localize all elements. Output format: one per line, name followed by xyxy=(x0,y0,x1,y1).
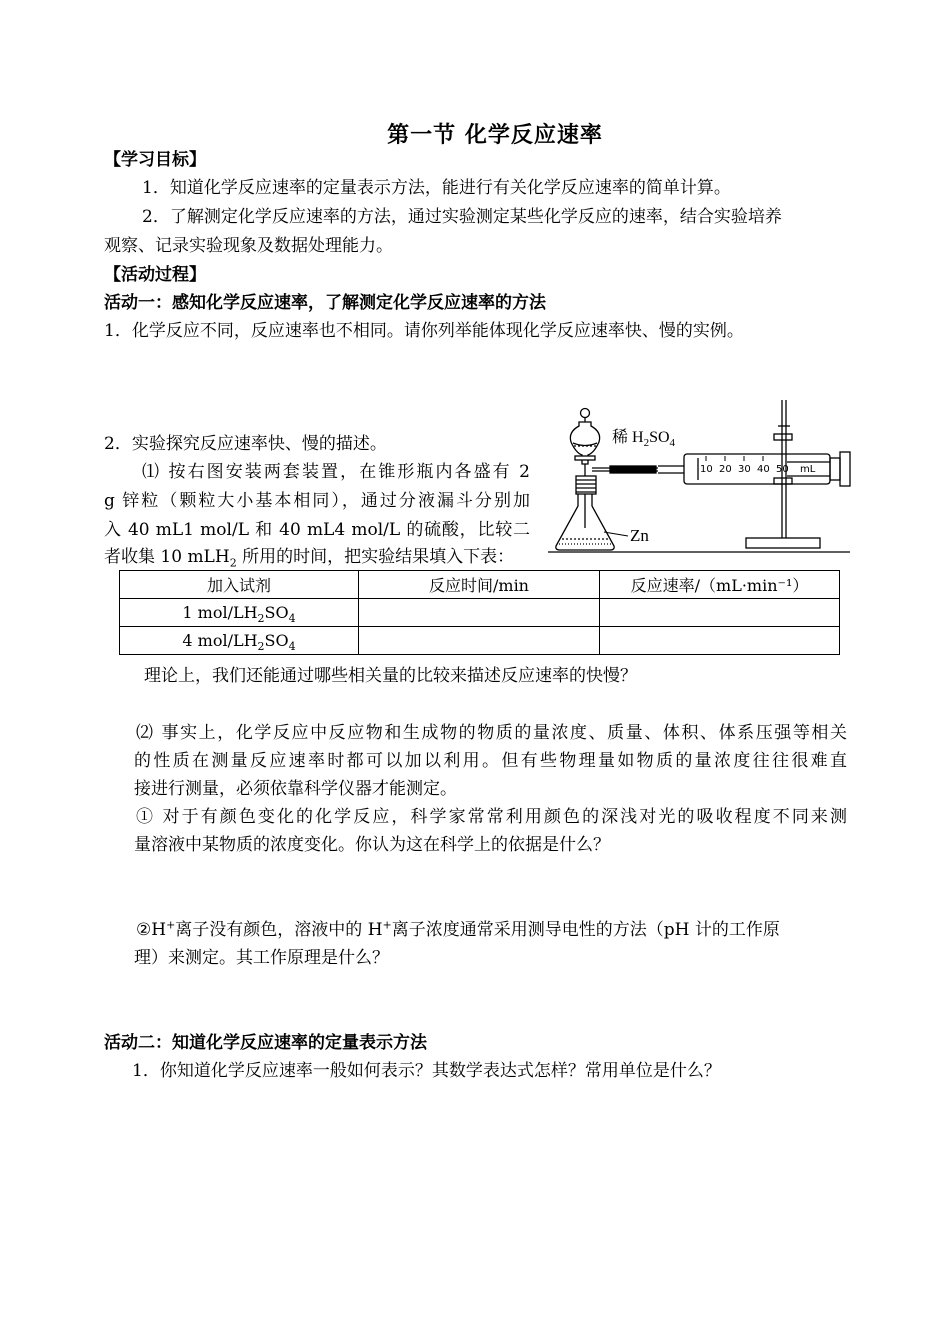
syringe-tick-label: 10 xyxy=(700,464,713,475)
color-question-line2: 量溶液中某物质的浓度变化。你认为这在科学上的依据是什么？ xyxy=(134,835,610,855)
goal-item-2-line1: 2．了解测定化学反应速率的方法，通过实验测定某些化学反应的速率，结合实验培养 xyxy=(142,207,782,227)
acid-label: 稀 $H_2SO_4$ xyxy=(612,429,676,449)
time-cell[interactable] xyxy=(359,627,600,655)
color-question-line1: ① 对于有颜色变化的化学反应，科学家常常利用颜色的深浅对光的吸收程度不同来测 xyxy=(136,807,847,827)
activity1-question1: 1．化学反应不同，反应速率也不相同。请你列举能体现化学反应速率快、慢的实例。 xyxy=(104,321,744,341)
results-table xyxy=(119,570,840,655)
goals-heading: 【学习目标】 xyxy=(104,150,206,170)
experiment-text-line3: 入 40 mL1 mol/L 和 40 mL4 mol/L 的硫酸，比较二 xyxy=(104,520,530,540)
activity1-question2: 2．实验探究反应速率快、慢的描述。 xyxy=(104,434,387,454)
experiment-text-line2: g 锌粒（颗粒大小基本相同），通过分液漏斗分别加 xyxy=(104,491,530,511)
syringe-tick-label: 20 xyxy=(719,464,732,475)
zinc-label: Zn xyxy=(630,526,649,545)
table-row xyxy=(120,627,840,655)
syringe-unit-label: mL xyxy=(800,464,816,475)
goal-item-2-line2: 观察、记录实验现象及数据处理能力。 xyxy=(104,236,393,256)
activity2-question1: 1．你知道化学反应速率一般如何表示？其数学表达式怎样？常用单位是什么？ xyxy=(132,1061,721,1081)
rubber-tube xyxy=(610,466,656,473)
header-time: 反应时间/min xyxy=(359,571,600,599)
time-cell[interactable] xyxy=(359,599,600,627)
syringe-tick-label: 50 xyxy=(776,464,789,475)
part2-line2: 的性质在测量反应速率时都可以加以利用。但有些物理量如物质的量浓度往往很难直 xyxy=(134,751,847,771)
header-rate: 反应速率/（mL·min⁻¹） xyxy=(600,571,840,599)
separatory-funnel-icon xyxy=(570,409,599,519)
ph-question-line1: ②H+离子没有颜色，溶液中的 H+离子浓度通常采用测导电性的方法（pH 计的工作原 xyxy=(136,918,780,940)
ph-question-line2: 理）来测定。其工作原理是什么？ xyxy=(134,948,389,968)
rate-cell[interactable] xyxy=(600,599,840,627)
part2-line1: ⑵ 事实上，化学反应中反应物和生成物的物质的量浓度、质量、体积、体系压强等相关 xyxy=(136,723,847,743)
activity1-title: 活动一：感知化学反应速率，了解测定化学反应速率的方法 xyxy=(104,293,546,313)
syringe-tick-label: 40 xyxy=(757,464,770,475)
reagent-cell: 4 mol/$LH_2SO_4$ xyxy=(120,627,359,655)
header-reagent: 加入试剂 xyxy=(120,571,359,599)
experiment-text-line4: 者收集 10 mLH$_2$ 所用的时间，把实验结果填入下表： xyxy=(104,547,515,570)
part2-line3: 接进行测量，必须依靠科学仪器才能测定。 xyxy=(134,779,457,799)
table-row xyxy=(120,599,840,627)
theory-question: 理论上，我们还能通过哪些相关量的比较来描述反应速率的快慢？ xyxy=(144,666,637,686)
apparatus-figure xyxy=(538,398,854,558)
experiment-text-line1: ⑴ 按右图安装两套装置，在锥形瓶内各盛有 2 xyxy=(142,462,530,482)
reagent-cell: 1 mol/$LH_2SO_4$ xyxy=(120,599,359,627)
rate-cell[interactable] xyxy=(600,627,840,655)
page-title: 第一节 化学反应速率 xyxy=(387,122,603,148)
process-heading: 【活动过程】 xyxy=(104,265,206,285)
syringe-tick-label: 30 xyxy=(738,464,751,475)
table-header-row xyxy=(120,571,840,599)
activity2-title: 活动二：知道化学反应速率的定量表示方法 xyxy=(104,1033,427,1053)
goal-item-1: 1．知道化学反应速率的定量表示方法，能进行有关化学反应速率的简单计算。 xyxy=(142,178,731,198)
